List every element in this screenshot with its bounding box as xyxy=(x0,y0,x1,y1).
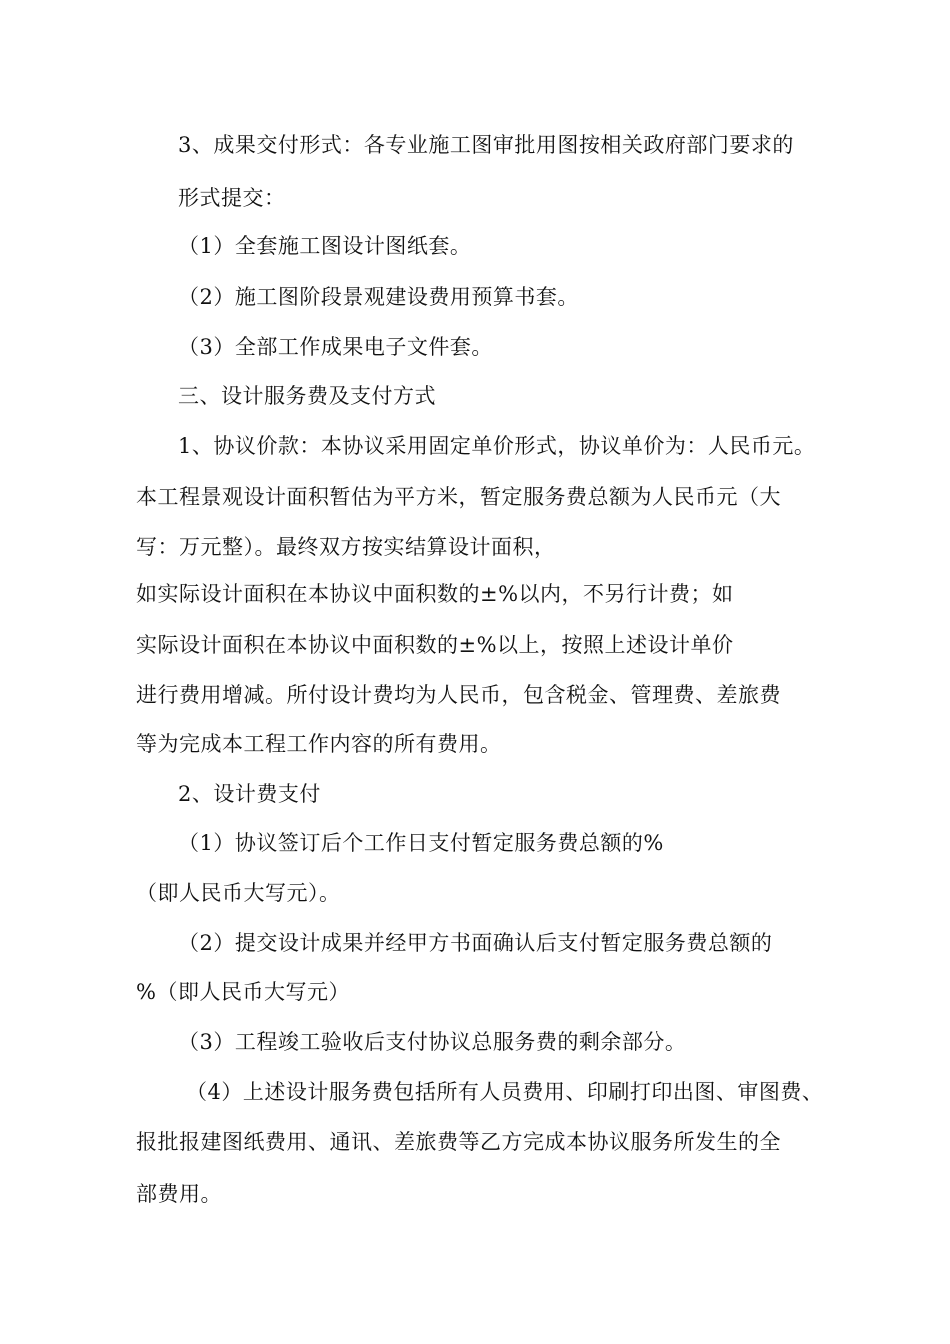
deliverable-item-3: （3）全部工作成果电子文件套。 xyxy=(178,335,493,359)
fee-clause-1-line-5: 实际设计面积在本协议中面积数的±%以上，按照上述设计单价 xyxy=(136,633,734,657)
payment-item-4-line-2: 报批报建图纸费用、通讯、差旅费等乙方完成本协议服务所发生的全 xyxy=(136,1130,781,1154)
payment-item-3: （3）工程竣工验收后支付协议总服务费的剩余部分。 xyxy=(178,1030,687,1054)
deliverable-item-2: （2）施工图阶段景观建设费用预算书套。 xyxy=(178,285,579,309)
fee-clause-1-line-1: 1、协议价款：本协议采用固定单价形式，协议单价为：人民币元。 xyxy=(178,434,816,458)
payment-item-2-line-2: %（即人民币大写元） xyxy=(136,980,350,1004)
section-heading-fees: 三、设计服务费及支付方式 xyxy=(178,384,436,408)
deliverable-item-1: （1）全套施工图设计图纸套。 xyxy=(178,234,472,258)
fee-clause-1-line-6: 进行费用增减。所付设计费均为人民币，包含税金、管理费、差旅费 xyxy=(136,683,781,707)
fee-clause-1-line-3: 写：万元整）。最终双方按实结算设计面积， xyxy=(136,535,556,559)
fee-clause-1-line-7: 等为完成本工程工作内容的所有费用。 xyxy=(136,732,502,756)
payment-item-4-line-3: 部费用。 xyxy=(136,1182,222,1206)
payment-heading: 2、设计费支付 xyxy=(178,782,321,806)
deliverable-format-heading: 3、成果交付形式：各专业施工图审批用图按相关政府部门要求的 xyxy=(178,133,794,157)
payment-item-1-line-1: （1）协议签订后个工作日支付暂定服务费总额的% xyxy=(178,831,664,855)
payment-item-1-line-2: （即人民币大写元）。 xyxy=(136,881,341,905)
payment-item-4-line-1: （4）上述设计服务费包括所有人员费用、印刷打印出图、审图费、 xyxy=(186,1080,824,1104)
fee-clause-1-line-4: 如实际设计面积在本协议中面积数的±%以内，不另行计费；如 xyxy=(136,582,734,606)
payment-item-2-line-1: （2）提交设计成果并经甲方书面确认后支付暂定服务费总额的 xyxy=(178,931,773,955)
fee-clause-1-line-2: 本工程景观设计面积暂估为平方米，暂定服务费总额为人民币元（大 xyxy=(136,485,781,509)
deliverable-format-continued: 形式提交： xyxy=(178,186,286,210)
